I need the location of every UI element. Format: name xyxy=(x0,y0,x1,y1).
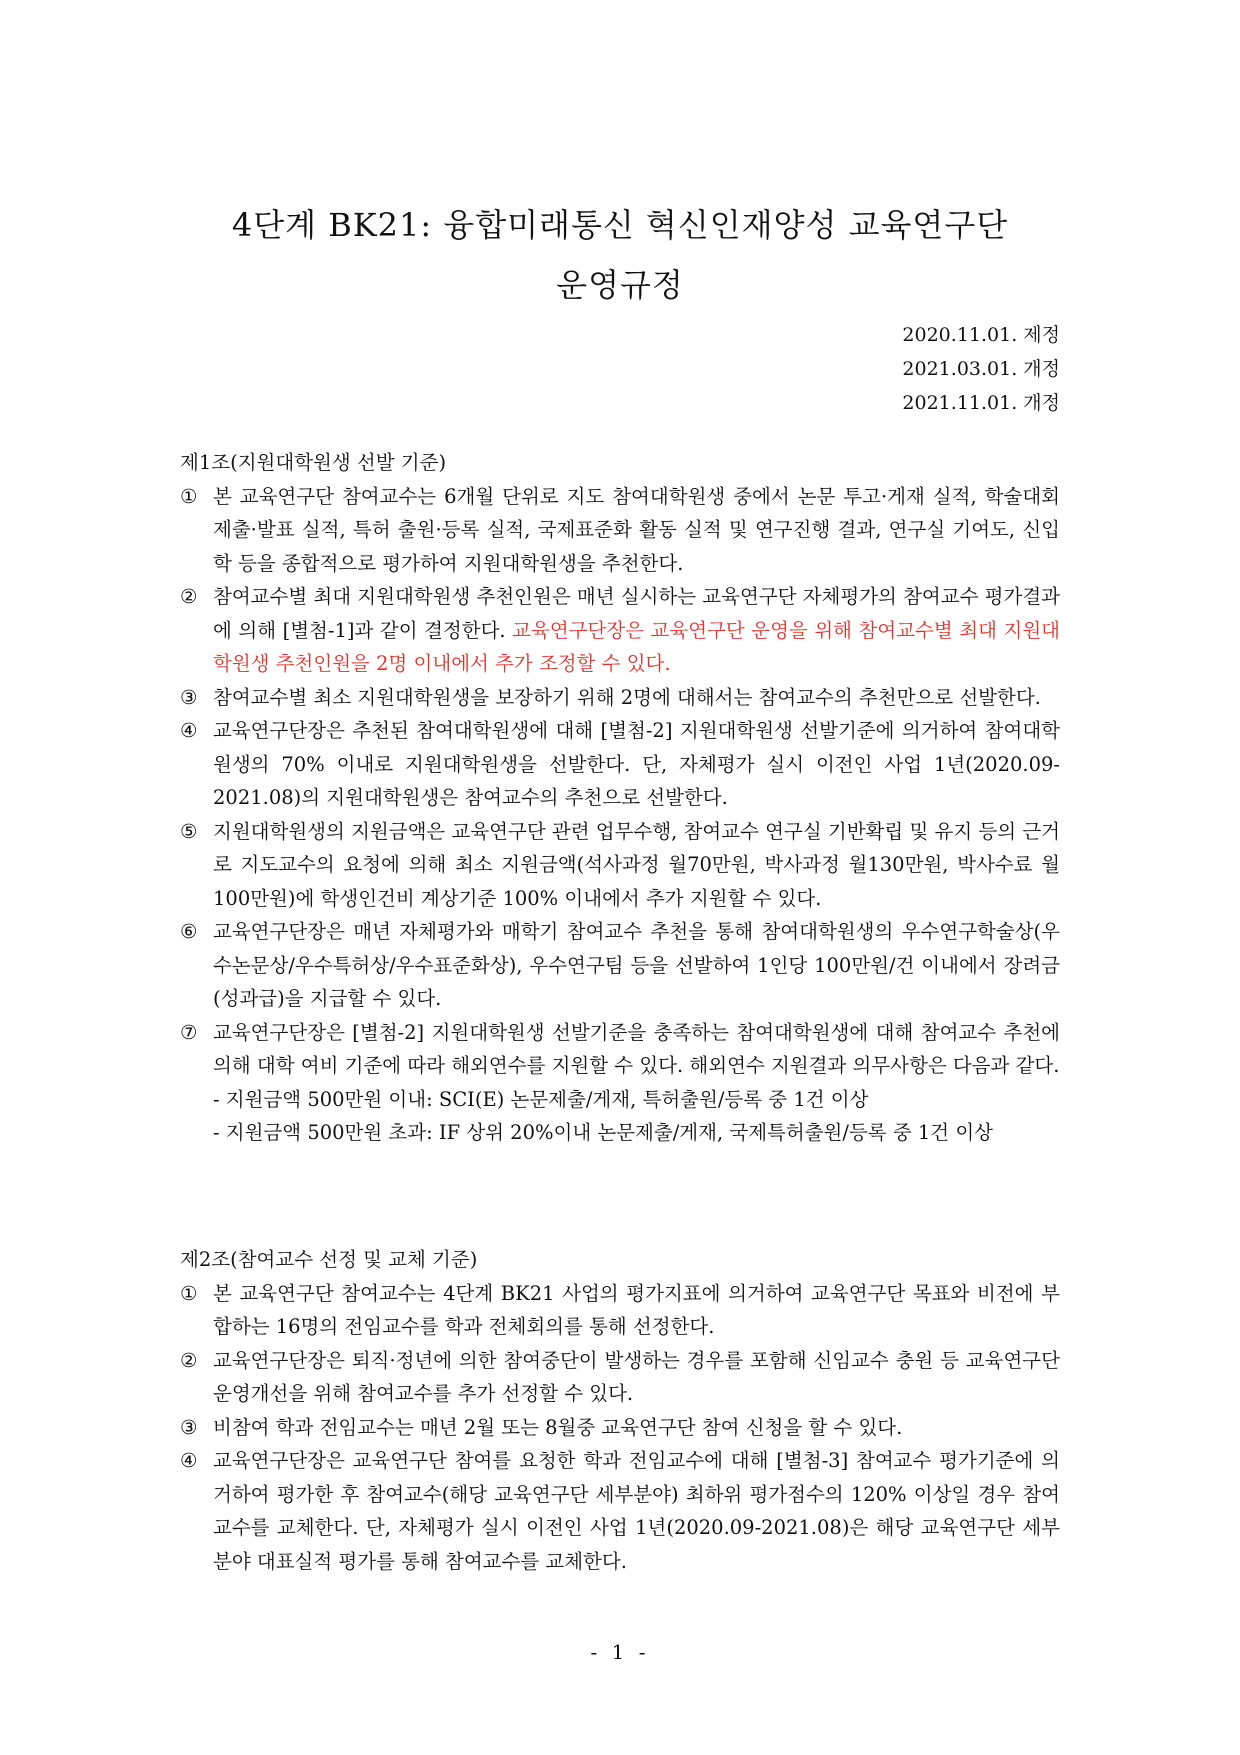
clause-text: 본 교육연구단 참여교수는 4단계 BK21 사업의 평가지표에 의거하여 교육연구단 목표와 비전에 부합하는 16명의 전임교수를 학과 전체회의를 통해 선정한다. xyxy=(213,1281,1060,1338)
clause-item xyxy=(180,1344,1060,1411)
clause-number: ② xyxy=(180,585,198,608)
clause-number: ⑥ xyxy=(180,920,198,943)
clause-text: 교육연구단장은 추천된 참여대학원생에 대해 [별첨-2] 지원대학원생 선발기준에 의거하여 참여대학원생의 70% 이내로 지원대학원생을 선발한다. 단, 자체평가 실시 이전인 사업 1년(2020.09-2021.08)의 지원대학원생은 참여교수의 추천으로 선발한다. xyxy=(213,719,1060,809)
clause-number: ③ xyxy=(180,685,198,709)
clause-item xyxy=(180,915,1060,1016)
revision-date-amended-2: 2021.11.01. 개정 xyxy=(902,392,1060,414)
clause-number: ④ xyxy=(180,1449,198,1472)
document-subtitle: 운영규정 xyxy=(556,266,684,304)
clause-item xyxy=(180,1444,1060,1578)
sub-item: - 지원금액 500만원 이내: SCI(E) 논문제출/게재, 특허출원/등록 중 1건 이상 xyxy=(213,1087,869,1111)
clause-number: ④ xyxy=(180,719,198,742)
clause-item xyxy=(180,714,1060,815)
clause-number: ① xyxy=(180,484,198,508)
clause-text: 참여교수별 최소 지원대학원생을 보장하기 위해 2명에 대해서는 참여교수의 추천만으로 선발한다. xyxy=(213,685,1041,709)
page-number: - 1 - xyxy=(590,1640,650,1664)
clause-highlight-text: 교육연구단장은 교육연구단 운영을 위해 참여교수별 최대 지원대학원생 추천인원을 2명 이내에서 추가 조정할 수 있다. xyxy=(213,618,1060,675)
clause-text: 참여교수별 최대 지원대학원생 추천인원은 매년 실시하는 교육연구단 자체평가의 참여교수 평가결과에 의해 [별첨-1]과 같이 결정한다. xyxy=(213,585,1060,642)
clause-item xyxy=(180,1277,1060,1344)
revision-date-amended-1: 2021.03.01. 개정 xyxy=(902,358,1060,380)
article-heading: 제1조(지원대학원생 선발 기준) xyxy=(180,451,447,474)
clause-number: ③ xyxy=(180,1415,198,1439)
clause-text: 지원대학원생의 지원금액은 교육연구단 관련 업무수행, 참여교수 연구실 기반확립 및 유지 등의 근거로 지도교수의 요청에 의해 최소 지원금액(석사과정 월70만원, 박사과정 월130만원, 박사수료 월100만원)에 학생인건비 계상기준 100% 이내에서 추가 지원할 수 있다. xyxy=(213,819,1060,910)
clause-text: 교육연구단장은 퇴직·정년에 의한 참여중단이 발생하는 경우를 포함해 신임교수 충원 등 교육연구단 운영개선을 위해 참여교수를 추가 선정할 수 있다. xyxy=(213,1348,1060,1405)
clause-text: 본 교육연구단 참여교수는 6개월 단위로 지도 참여대학원생 중에서 논문 투고·게재 실적, 학술대회 제출·발표 실적, 특허 출원·등록 실적, 국제표준화 활동 실적 및 연구진행 결과, 연구실 기여도, 신입학 등을 종합적으로 평가하여 지원대학원생을 추천한다. xyxy=(213,484,1060,575)
clause-item xyxy=(180,480,1060,581)
sub-item: - 지원금액 500만원 초과: IF 상위 20%이내 논문제출/게재, 국제특허출원/등록 중 1건 이상 xyxy=(213,1121,993,1144)
clause-number: ⑤ xyxy=(180,819,198,843)
clause-text: 비참여 학과 전임교수는 매년 2월 또는 8월중 교육연구단 참여 신청을 할 수 있다. xyxy=(213,1415,903,1439)
document-title: 4단계 BK21: 융합미래통신 혁신인재양성 교육연구단 xyxy=(231,206,1009,244)
clause-item xyxy=(180,1016,1060,1083)
clause-number: ① xyxy=(180,1281,198,1305)
article-1 xyxy=(180,446,1060,1150)
clause-item xyxy=(180,1411,1060,1445)
clause-number: ② xyxy=(180,1348,198,1372)
clause-text: 교육연구단장은 교육연구단 참여를 요청한 학과 전임교수에 대해 [별첨-3] 참여교수 평가기준에 의거하여 평가한 후 참여교수(해당 교육연구단 세부분야) 최하위 평가점수의 120% 이상일 경우 참여교수를 교체한다. 단, 자체평가 실시 이전인 사업 1년(2020.09-2021.08)은 해당 교육연구단 세부분야 대표실적 평가를 통해 참여교수를 교체한다. xyxy=(213,1449,1060,1573)
clause-item xyxy=(180,681,1060,715)
article-2 xyxy=(180,1243,1060,1578)
clause-text: 교육연구단장은 매년 자체평가와 매학기 참여교수 추천을 통해 참여대학원생의 우수연구학술상(우수논문상/우수특허상/우수표준화상), 우수연구팀 등을 선발하여 1인당 100만원/건 이내에서 장려금(성과급)을 지급할 수 있다. xyxy=(213,920,1060,1010)
clause-item xyxy=(180,580,1060,681)
revision-date-enacted: 2020.11.01. 제정 xyxy=(902,324,1060,346)
article-heading: 제2조(참여교수 선정 및 교체 기준) xyxy=(180,1248,478,1271)
revision-history xyxy=(902,318,1060,420)
clause-text: 교육연구단장은 [별첨-2] 지원대학원생 선발기준을 충족하는 참여대학원생에 대해 참여교수 추천에 의해 대학 여비 기준에 따라 해외연수를 지원할 수 있다. 해외연수 지원결과 의무사항은 다음과 같다. xyxy=(213,1020,1060,1077)
clause-item xyxy=(180,815,1060,916)
clause-number: ⑦ xyxy=(180,1020,198,1044)
